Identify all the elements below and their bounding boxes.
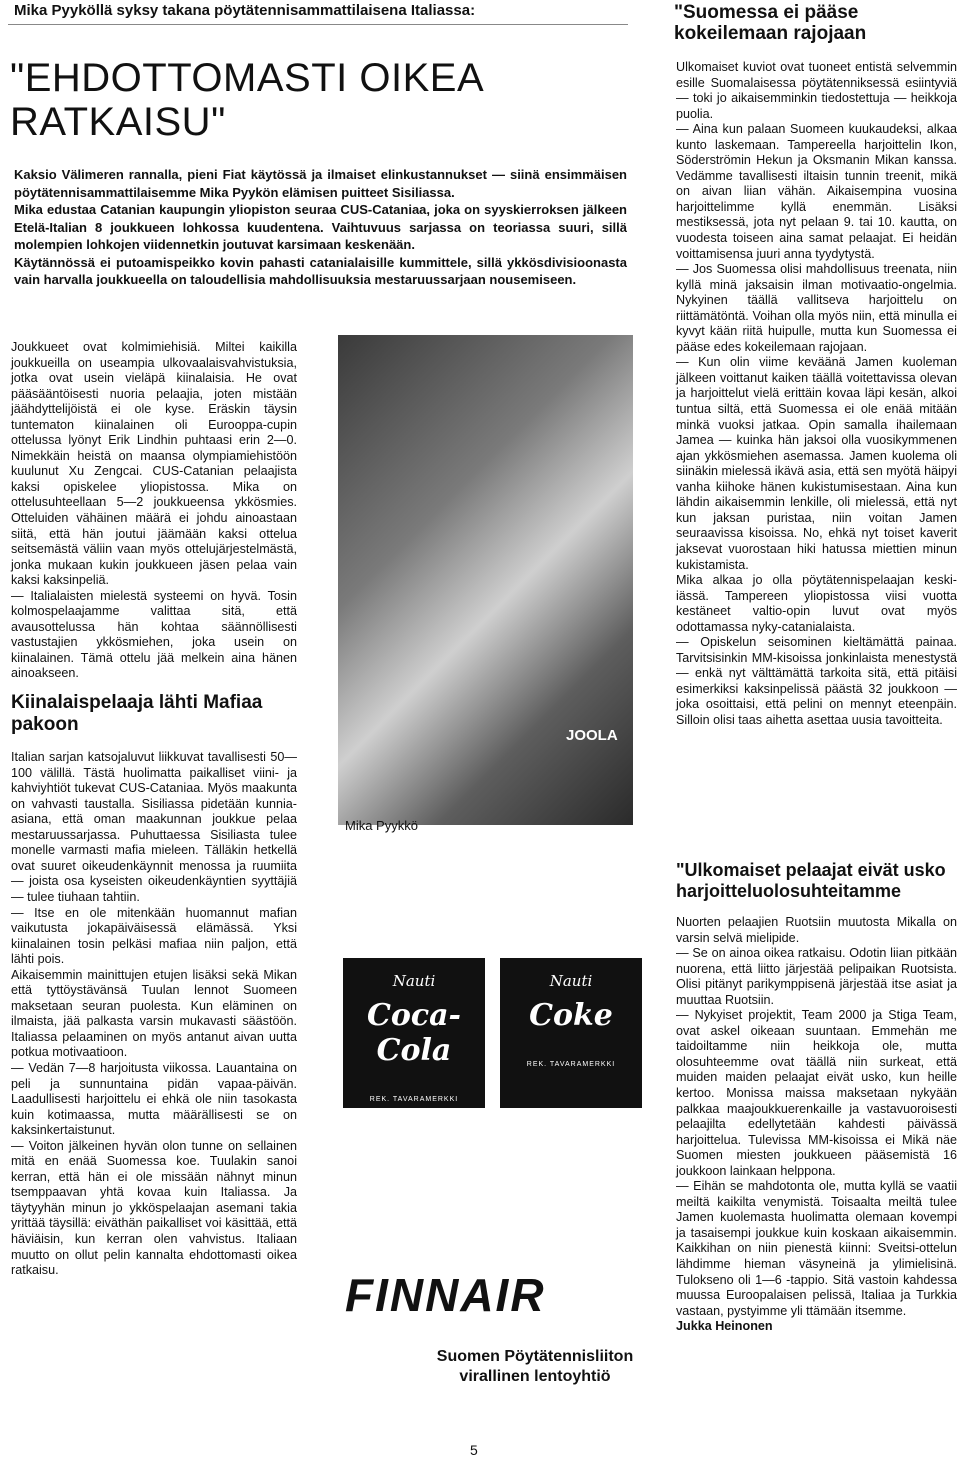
lead-line: Mika edustaa Catanian kaupungin yliopiston seuraa CUS-Cataniaa, joka on syyskierroksen jälkeen Etelä-Italian 8 joukkueen lohkossa kuudentena. Vaihtuvuus sarjassa on teoriassa suuri, sillä molempien lohkojen viidennetkin joutuvat karsimaan keskenään.: [14, 202, 627, 252]
kicker: Mika Pyyköllä syksy takana pöytätennisammattilaisena Italiassa:: [14, 2, 476, 19]
paragraph: — Kun olin viime keväänä Jamen kuoleman jälkeen voittanut kaiken täällä voitettavissa olevan ja harjoittelut vielä erittäin kovaa läpi kesän, alkoi tuntua siltä, että Suomessa ei ole enää mitään minkä vuoksi jatkaa. Opin samalla ihailemaan Jamea — kuinka hän jaksoi olla vuosikymmenen ajan ykkösmiehen asemassa. Jamen kuolema oli siinäkin mielessä ikävä asia, että sen myötä häipyi vanha kiihoke hänen kukistumisestaan. Aina kun lähdin aikaisemmin lenkille, oli mielessä, että nyt kun jaksan puristaa, niin voitan Jamen seuraavissa kisoissa. No, ehkä nyt toiset kaverit jaksevat vuorostaan hiki hatussa miettien minun kukistamista.: [676, 355, 957, 572]
lead-line: Käytännössä ei putoamispeikko kovin pahasti catanialaisille kummittele, sillä ykkösdivisioonasta vain harvalla joukkueella on taloudellisia mahdollisuuksia mestaruussarjaan nousemiseen.: [14, 254, 627, 287]
column-left: [11, 340, 297, 1279]
paragraph: — Voiton jälkeinen hyvän olon tunne on sellainen mitä en enää Suomessa koe. Tuulakin sanoi kerran, että hän ei ole missään nähnyt minun tsemppaavan yhtä kovaa kuin Italiassa. Ja täytyyhän minun jo ykköspelaajan asemani takia yrittää täysillä: eiväthän paikalliset voi käsittää, että häviäisin, kun kerran olen vahvistus. Italiaan muutto on ollut pelin kannalta ehdottomasti oikea ratkaisu.: [11, 1138, 297, 1278]
portrait-photo: [338, 335, 633, 825]
ad-trademark: REK. TAVARAMERKKI: [369, 1096, 459, 1103]
sidebar-heading-2: "Ulkomaiset pelaajat eivät usko harjoitteluolosuhteitamme: [676, 860, 946, 901]
paragraph: Ulkomaiset kuviot ovat tuoneet entistä selvemmin esille Suomalaisessa pöytätenniksessä esiintyviä — toki jo aikaisemminkin tiedostettuja — heikkoja puolia.: [676, 60, 957, 121]
paragraph: Joukkueet ovat kolmimiehisiä. Miltei kaikilla joukkueilla on useampia ulkovaalaisvahvistuksia, jotka ovat usein vieläpä kiinalaisia. He ovat pääsääntöisesti nuoria pelaajia, joten mistään jäähdyttelijöistä ei ole kyse. Eräskin täysin tuntematon kiinalainen oli Eurooppa-cupin ottelussa lyönyt Erik Lindhin puhtaasi erin 2—0. Nimekkäin heistä on maansa olympiamiehistöön kuulunut Xu Zengcai. CUS-Catanian pelaajista kaksi opiskelee yliopistossa. Mika on ottelusuhteellaan 5—2 joukkueensa ykkösmies. Otteluiden vähäinen määrä ei johdu ainoastaan siitä, että hän joutui jäämään kaksi ottelua seitsemästä väliin vaan myös ottelujärjestelmästä, jonka mukaan kukin joukkueen jäsen pelaa vain kaksi kaksinpeliä.: [11, 340, 297, 588]
headline: "EHDOTTOMASTI OIKEA RATKAISU": [10, 56, 482, 144]
paragraph: Nuorten pelaajien Ruotsiin muutosta Mikalla on varsin selvä mielipide.: [676, 915, 957, 945]
ad-brand: Coca-Cola: [366, 998, 462, 1068]
column-right: [676, 60, 957, 729]
lead-paragraph: [14, 166, 627, 289]
paragraph: — Opiskelun seisominen kieltämättä painaa. Tarvitsisinkin MM-kisoissa jonkinlaista menestystä — enkä nyt välttämättä tarkoita sitä, että pitäisi esimerkiksi kaksinpelissä päästä 32 joukkoon — joka osoittaisi, että pelini on mennyt eteenpäin. Silloin olisi taas aihetta asettaa uusia tavoitteita.: [676, 635, 957, 727]
sidebar-heading: "Suomessa ei pääse kokeilemaan rajojaan: [674, 2, 867, 44]
paragraph: — Nykyiset projektit, Team 2000 ja Stiga Team, ovat askel oikeaan suuntaan. Emmehän me taidoiltamme niin heikkoja ole, mutta olosuhteemme ovat täällä niin surkeat, että muiden maiden pelaajat eivät usko, kun heille kertoo. Monissa maissa maksetaan nykyään palkkaa maajoukkuerenkaille ja vastavuoroisesti pelaajilta edellytetään kahdesti päivässä harjoittelua. Tulevissa MM-kisoissa ei Mikä näe Suomen miesten joukkueen pääsemistä 16 joukkoon lainkaan helppona.: [676, 1008, 957, 1178]
ad-tagline: Nauti: [549, 972, 593, 990]
author-signature: Jukka Heinonen: [676, 1319, 773, 1334]
paragraph: — Italialaisten mielestä systeemi on hyvä. Tosin kolmospelaajamme valittaa sitä, että avausottelussa hän kohtaa säännöllisesti vastustajien ykkösmiehen, joka usein on kiinalainen. Tämä ottelu jää melkein aina hänen ainoakseen.: [11, 588, 297, 681]
paragraph: — Vedän 7—8 harjoitusta viikossa. Lauantaina on peli ja sunnuntaina pidän vapaa-päivän. Laadullisesti harjoittelu ei ehkä ole niin tasokasta kuin kotimaassa, mutta määrällisesti se on kaksinkertaistunut.: [11, 1060, 297, 1138]
paragraph: Aikaisemmin mainittujen etujen lisäksi sekä Mikan että tyttöystävänsä Tuulan lennot Suomeen maksetaan seuran puolesta. Kun eläminen on ilmaista, jää palkasta varsin mukavasti säästöön. Italiassa pelaaminen on myös antanut aivan uutta potkua motivaatioon.: [11, 967, 297, 1060]
ad-tagline: Nauti: [392, 972, 436, 990]
paragraph: Italian sarjan katsojaluvut liikkuvat tavallisesti 50—100 välillä. Tästä huolimatta paikalliset viini- ja kahviyhtiöt tukevat CUS-Cataniaa. Myös maakunta on vahvasti taustalla. Sisiliassa pidetään kunnia-asiana, että oman maakunnan joukkue pelaa mestaruussarjassa. Puhuttaessa Sisiliasta tulee monelle varmasti mafia mieleen. Tälläkin hetkellä ovat suuret oikeudenkäynnit menossa ja ruumiita — joista osa kyseisten oikeudenkäyntien syyttäjiä — tulee tiuhaan tahtiin.: [11, 750, 297, 904]
coke-ad: [500, 958, 642, 1108]
divider: [8, 24, 628, 25]
subheading: Kiinalaispelaaja lähti Mafiaa pakoon: [11, 692, 263, 736]
column-right-lower: [676, 915, 957, 1335]
shirt-logo: JOOLA: [566, 727, 618, 744]
paragraph: — Eihän se mahdotonta ole, mutta kyllä se vaatii meiltä kaikilta venymistä. Toisaalta meiltä tulee Jamen kuolemasta huolimatta olemaan kovempi ja tasaisempi joukkue kuin koskaan aikaisemmin. Kaikkihan on niin pienestä kiinni: Sveitsi-ottelun lähdimme hieman väsyneinä ja ylimielisinä. Tulokseno oli 1—6 -tappio. Sitä vastoin kahdessa muussa Euroopalaisen pelissä, Italiaa ja Turkkia vastaan, pystyimme yli ttämään itsemme.: [676, 1179, 957, 1318]
paragraph: — Se on ainoa oikea ratkaisu. Odotin liian pitkään nuorena, että liitto järjestää pelipaikan Ruotsista. Olisi pitänyt parikymppisenä järjestää itse asiat ja muuttaa Ruotsiin.: [676, 946, 957, 1007]
lead-line: Kaksio Välimeren rannalla, pieni Fiat käytössä ja ilmaiset elinkustannukset — siinä ensimmäisen pöytätennisammattilaisemme Mika Pyykön elämisen puitteet Sisiliassa.: [14, 167, 627, 200]
paragraph: — Aina kun palaan Suomeen kuukaudeksi, alkaa kunto laskemaan. Tampereella harjoittelin Ikon, Söderströmin Hekun ja Oksmanin Mikan kanssa. Vedämme tavallisesti iltaisin tunnin treenit, mikä on aivan liian vähän. Aikaisempina vuosina harjoittelimme kyllä enemmän. Lisäksi mestiksessä, jota nyt pelaan 9. tai 10. kautta, on vuodesta toiseen aina samat pelaajat. Ei heidän voittamisensa juuri anna tyydytystä.: [676, 122, 957, 261]
paragraph: — Itse en ole mitenkään huomannut mafian vaikutusta jokapäiväisessä elämässä. Yksi kiinalainen tosin pelkäsi mafiaa niin paljon, että lähti pois.: [11, 905, 297, 967]
coca-cola-ad: [343, 958, 485, 1108]
photo-caption: Mika Pyykkö: [345, 818, 418, 833]
paragraph: — Jos Suomessa olisi mahdollisuus treenata, niin kyllä minä jaksaisin ilman motivaatio-ongelmia. Nykyinen täällä vallitseva harjoittelu on riittämätöntä. Voihan olla myös niin, että minulla ei kyvyt kään riitä huipulle, mutta kun Suomessa ei pääse edes kokeilemaan rajojaan.: [676, 262, 957, 354]
ad-brand: Coke: [529, 998, 613, 1033]
finnair-logo: FINNAIR: [345, 1269, 546, 1321]
page-number: 5: [470, 1442, 478, 1458]
paragraph: Mika alkaa jo olla pöytätennispelaajan keski-iässä. Tampereen yliopistossa viisi vuotta kestäneet valtio-opin luvut ovat myös odottamassa nyky-catanialaista.: [676, 573, 957, 634]
finnair-tagline: Suomen Pöytätennisliiton virallinen lentoyhtiö: [436, 1348, 634, 1385]
ad-trademark: REK. TAVARAMERKKI: [526, 1061, 616, 1068]
